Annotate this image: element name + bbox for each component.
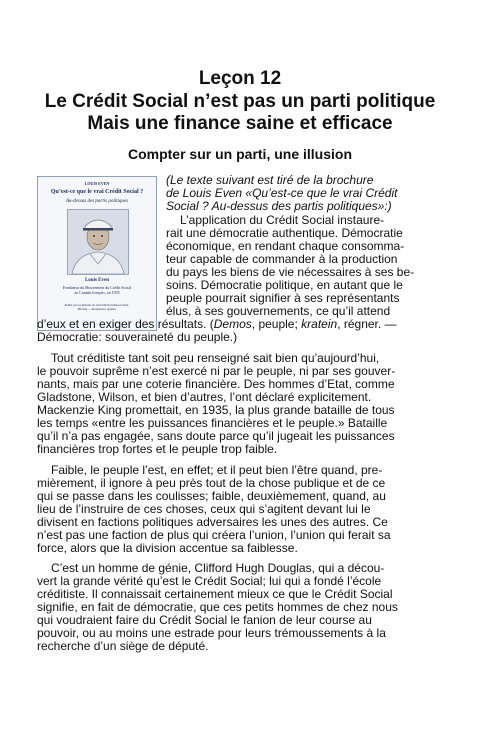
paragraph-2-line: les temps «entre les puissances financières et le peuple.» Bataille bbox=[37, 416, 388, 430]
paragraph-1-line: rait une démocratie authentique. Démocratie bbox=[166, 226, 403, 240]
cover-role-line2: au Canada français, en 1935 bbox=[74, 290, 120, 295]
paragraph-2-line: le pouvoir suprême n’est exercé ni par le peuple, ni par ses gouver- bbox=[37, 364, 396, 378]
paragraph-4-line: vert la grande vérité qu’est le Crédit Social; lui qui a fondé l’école bbox=[37, 574, 382, 588]
portrait-icon bbox=[67, 209, 129, 275]
lesson-number: Leçon 12 bbox=[198, 68, 282, 89]
cover-footer-line2: Michel) — Rougemont, Québec bbox=[77, 307, 117, 311]
paragraph-4-line: pouvoir, ou au moins une estrade pour leurs trémoussements à la bbox=[37, 626, 386, 640]
paragraph-3-line: lieu de l’instruire de ces choses, ceux qui s’agitent devant lui le bbox=[37, 502, 371, 516]
intro-line: Social ? Au-dessus des partis politiques»:) bbox=[166, 199, 392, 213]
paragraph-2-line: qu’il n’a pas engagée, sans doute parce qu’il jugeait les puissances bbox=[37, 429, 395, 443]
paragraph-2-line: Tout créditiste tant soit peu renseigné sait bien qu’aujourd’hui, bbox=[51, 351, 380, 365]
paragraph-2-line: Mackenzie King promettait, en 1935, la plus grande bataille de tous bbox=[37, 403, 395, 417]
brochure-cover-image bbox=[37, 176, 157, 331]
paragraph-4-line: recherche d’un siège de député. bbox=[37, 639, 209, 653]
paragraph-1-line: teur capable de commander à la production bbox=[166, 252, 398, 266]
paragraph-1-line: d’eux et en exiger des résultats. (Demos, peuple; kratein, régner. — bbox=[37, 317, 397, 331]
paragraph-3-line: mièrement, il ignore à peu près tout de la chose publique et de ce bbox=[37, 476, 386, 490]
cover-author: LOUIS EVEN bbox=[84, 181, 110, 186]
cover-footer-line1: Publié par les Pèlerins de saint Michel (Maison Saint- bbox=[64, 303, 130, 307]
paragraph-1-line: L’application du Crédit Social instaure- bbox=[180, 213, 385, 227]
section-subtitle: Compter sur un parti, une illusion bbox=[127, 146, 352, 162]
paragraph-2-line: nants, mais par une coterie financière. Des hommes d’Etat, comme bbox=[37, 377, 395, 391]
paragraph-3-line: divisent en factions politiques adversaires les unes des autres. Ce bbox=[37, 515, 388, 529]
paragraph-1-line: élus, à ses gouvernements, ce qu’il attend bbox=[166, 304, 391, 318]
intro-line: (Le texte suivant est tiré de la brochure bbox=[166, 173, 374, 187]
paragraph-4-line: créditiste. Il connaissait certainement mieux ce que le Crédit Social bbox=[37, 587, 393, 601]
paragraph-1-line: soins. Démocratie politique, en autant que le bbox=[166, 278, 403, 292]
cover-role-line1: Fondateur du Mouvement du Crédit Social bbox=[62, 285, 132, 290]
paragraph-4-line: C’est un homme de génie, Clifford Hugh Douglas, qui a décou- bbox=[51, 561, 385, 575]
paragraph-2-line: financières trop fortes et le peuple trop faible. bbox=[37, 442, 278, 456]
paragraph-1-line: peuple pourrait signifier à ses représentants bbox=[166, 291, 400, 305]
cover-subtitle: Au-dessus des partis politiques bbox=[65, 199, 129, 204]
paragraph-4-line: signifie, en fait de démocratie, que ces petits hommes de chez nous bbox=[37, 600, 398, 614]
paragraph-1-line: économique, en rendant chaque consomma- bbox=[166, 239, 405, 253]
paragraph-1-line: du pays les biens de vie nécessaires à ses be- bbox=[166, 265, 415, 279]
lesson-title-line2: Mais une finance saine et efficace bbox=[87, 113, 393, 134]
intro-line: de Louis Even «Qu’est-ce que le vrai Crédit bbox=[166, 186, 398, 200]
paragraph-4-line: qui voudraient faire du Crédit Social le fanion de leur course au bbox=[37, 613, 372, 627]
paragraph-2-line: Gladstone, Wilson, et bien d’autres, l’ont déclaré explicitement. bbox=[37, 390, 372, 404]
paragraph-3-line: Faible, le peuple l’est, en effet; et il peut bien l’être quand, pre- bbox=[51, 463, 383, 477]
cover-title: Qu’est-ce que le vrai Crédit Social ? bbox=[50, 189, 144, 195]
paragraph-1-line: Démocratie: souveraineté du peuple.) bbox=[37, 330, 238, 344]
lesson-title-line1: Le Crédit Social n’est pas un parti politique bbox=[44, 91, 436, 112]
paragraph-3-line: n’est pas une faction de plus qui créera l’union, l’union qui ferait sa bbox=[37, 528, 391, 542]
paragraph-3-line: force, alors que la division accentue sa faiblesse. bbox=[37, 541, 298, 555]
paragraph-3-line: qui se passe dans les coulisses; faible, deuxièmement, quand, au bbox=[37, 489, 386, 503]
cover-author-name: Louis Even bbox=[84, 278, 110, 283]
